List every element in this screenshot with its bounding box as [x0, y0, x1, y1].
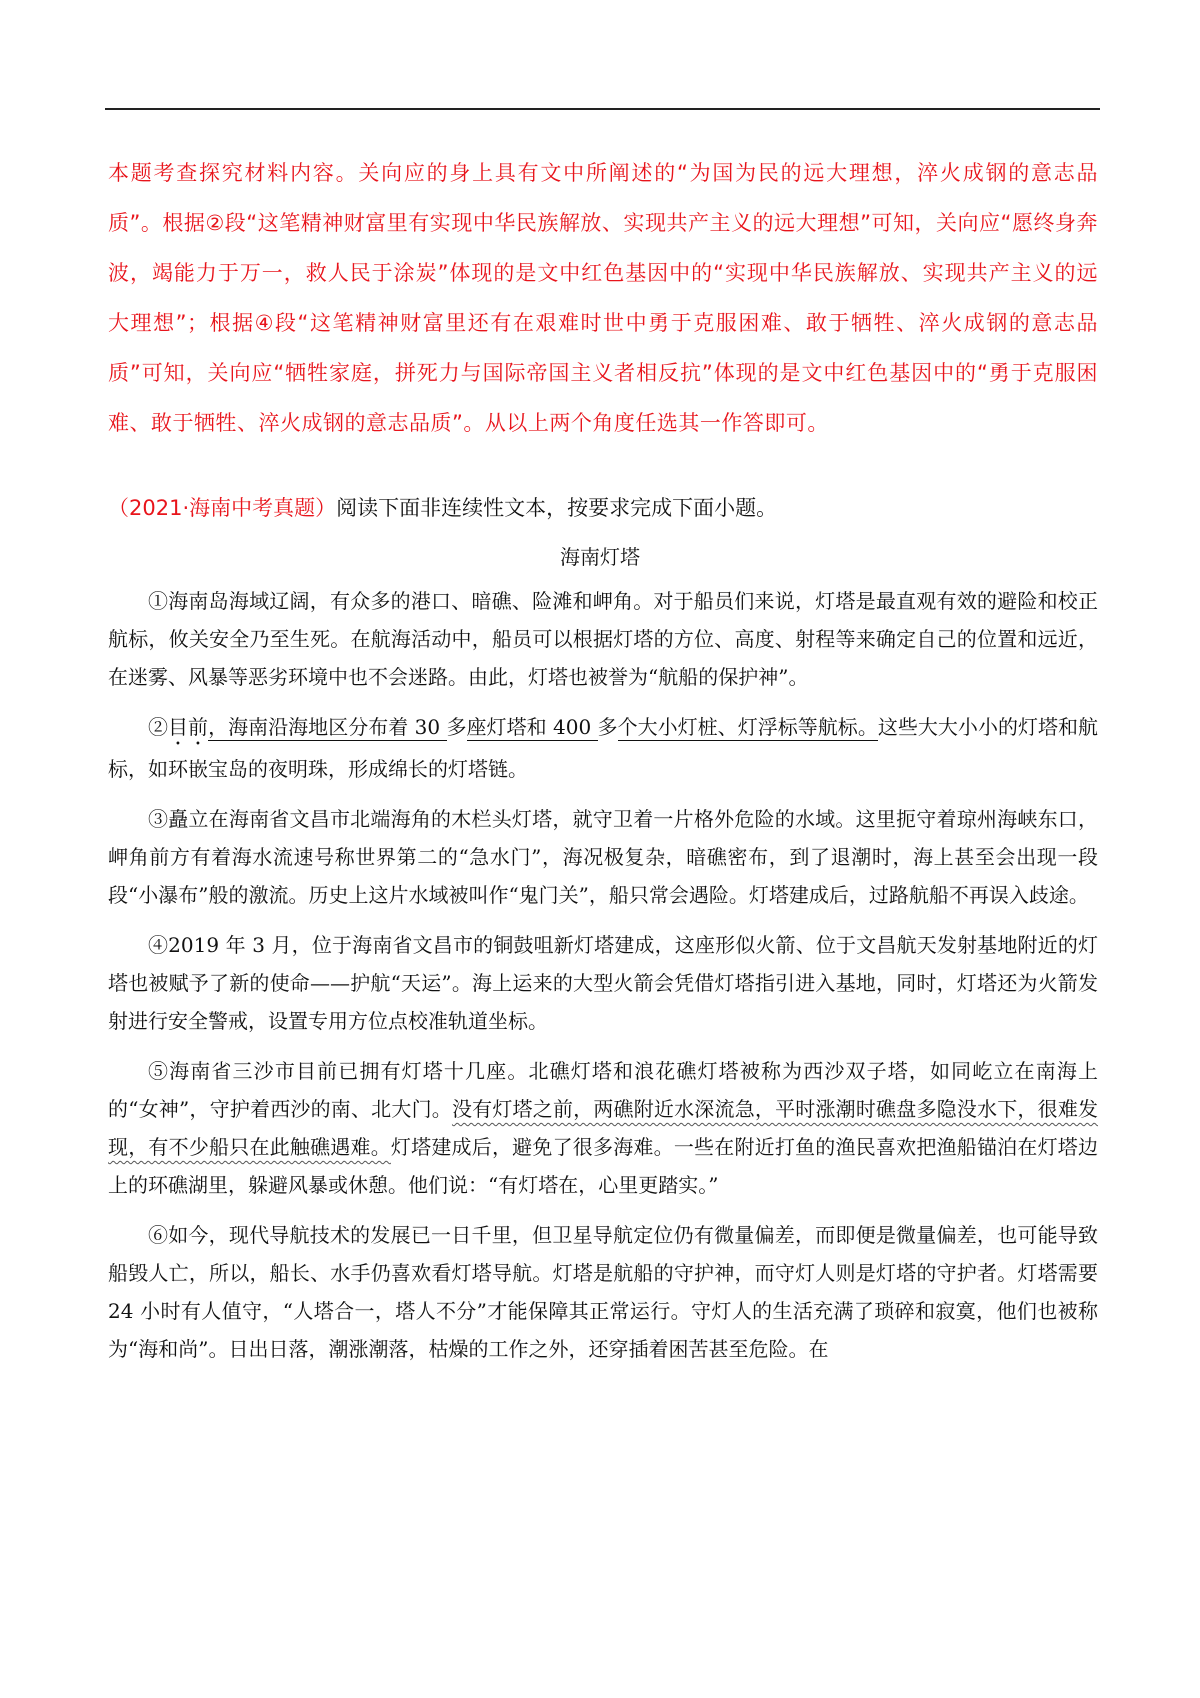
- paragraph-5-post: 灯塔建成后，避免了很多海难。一些在附近打鱼的渔民喜欢把渔船锚泊在灯塔边上的环礁湖里，躲避风暴或休憩。他们说：“有灯塔在，心里更踏实。”: [108, 1135, 1099, 1197]
- paragraph-2-rest: 这些大大小小的灯塔和航标，如环嵌宝岛的夜明珠，形成绵长的灯塔链。: [108, 715, 1099, 781]
- passage-body: [108, 582, 1098, 1380]
- passage-title: 海南灯塔: [560, 545, 640, 569]
- paragraph-2: [108, 708, 1098, 788]
- paragraph-6: ⑥如今，现代导航技术的发展已一日千里，但卫星导航定位仍有微量偏差，而即便是微量偏差，也可能导致船毁人亡，所以，船长、水手仍喜欢看灯塔导航。灯塔是航船的守护神，而守灯人则是灯塔的守护者。灯塔需要 24 小时有人值守，“人塔合一，塔人不分”才能保障其正常运行。守灯人的生活充满了琐碎和寂寞，他们也被称为“海和尚”。日出日落，潮涨潮落，枯燥的工作之外，还穿插着困苦甚至危险。在: [108, 1223, 1098, 1361]
- question-prompt: 阅读下面非连续性文本，按要求完成下面小题。: [336, 496, 778, 520]
- paragraph-2-mid-1: 多: [446, 715, 467, 739]
- paragraph-2-emphasis: 目前: [168, 715, 209, 739]
- paragraph-5-pre: ⑤海南省三沙市目前已拥有灯塔十几座。北礁灯塔和浪花礁灯塔被称为西沙双子塔，如同屹立在南海上的“女神”，守护着西沙的南、北大门。: [108, 1059, 1098, 1121]
- paragraph-5: [108, 1052, 1098, 1204]
- header-rule: [105, 108, 1100, 110]
- answer-text: 本题考查探究材料内容。关向应的身上具有文中所阐述的“为国为民的远大理想，淬火成钢的意志品质”。根据②段“这笔精神财富里有实现中华民族解放、实现共产主义的远大理想”可知，关向应“愿终身奔波，竭能力于万一，救人民于涂炭”体现的是文中红色基因中的“实现中华民族解放、实现共产主义的远大理想”；根据④段“这笔精神财富里还有在艰难时世中勇于克服困难、敢于牺牲、淬火成钢的意志品质”可知，关向应“牺牲家庭，拼死力与国际帝国主义者相反抗”体现的是文中红色基因中的“勇于克服困难、敢于牺牲、淬火成钢的意志品质”。从以上两个角度任选其一作答即可。: [108, 161, 1098, 435]
- answer-explanation: [108, 148, 1098, 448]
- paragraph-2-underline-3: 个大小灯桩、灯浮标等航标。: [617, 715, 878, 739]
- paragraph-2-number: ②: [148, 715, 169, 739]
- question-header: [108, 493, 1098, 523]
- paragraph-4: ④2019 年 3 月，位于海南省文昌市的铜鼓咀新灯塔建成，这座形似火箭、位于文昌航天发射基地附近的灯塔也被赋予了新的使命——护航“天运”。海上运来的大型火箭会凭借灯塔指引进入基地，同时，灯塔还为火箭发射进行安全警戒，设置专用方位点校准轨道坐标。: [108, 933, 1098, 1033]
- paragraph-2-mid-2: 多: [597, 715, 618, 739]
- question-source: （2021·海南中考真题）: [108, 496, 337, 520]
- paragraph-5-wavy-underline: 没有灯塔之前，两礁附近水深流急，平时涨潮时礁盘多隐没水下，很难发现，有不少船只在此触礁遇难。: [108, 1097, 1099, 1159]
- paragraph-1: ①海南岛海域辽阔，有众多的港口、暗礁、险滩和岬角。对于船员们来说，灯塔是最直观有效的避险和校正航标，攸关安全乃至生死。在航海活动中，船员可以根据灯塔的方位、高度、射程等来确定自己的位置和远近，在迷雾、风暴等恶劣环境中也不会迷路。由此，灯塔也被誉为“航船的保护神”。: [108, 589, 1098, 689]
- paragraph-2-underline-2: 座灯塔和 400: [466, 715, 598, 739]
- paragraph-2-underline-1: ，海南沿海地区分布着 30: [208, 715, 447, 739]
- paragraph-3: ③矗立在海南省文昌市北端海角的木栏头灯塔，就守卫着一片格外危险的水域。这里扼守着琼州海峡东口，岬角前方有着海水流速号称世界第二的“急水门”，海况极复杂，暗礁密布，到了退潮时，海上甚至会出现一段段“小瀑布”般的激流。历史上这片水域被叫作“鬼门关”，船只常会遇险。灯塔建成后，过路航船不再误入歧途。: [108, 807, 1098, 907]
